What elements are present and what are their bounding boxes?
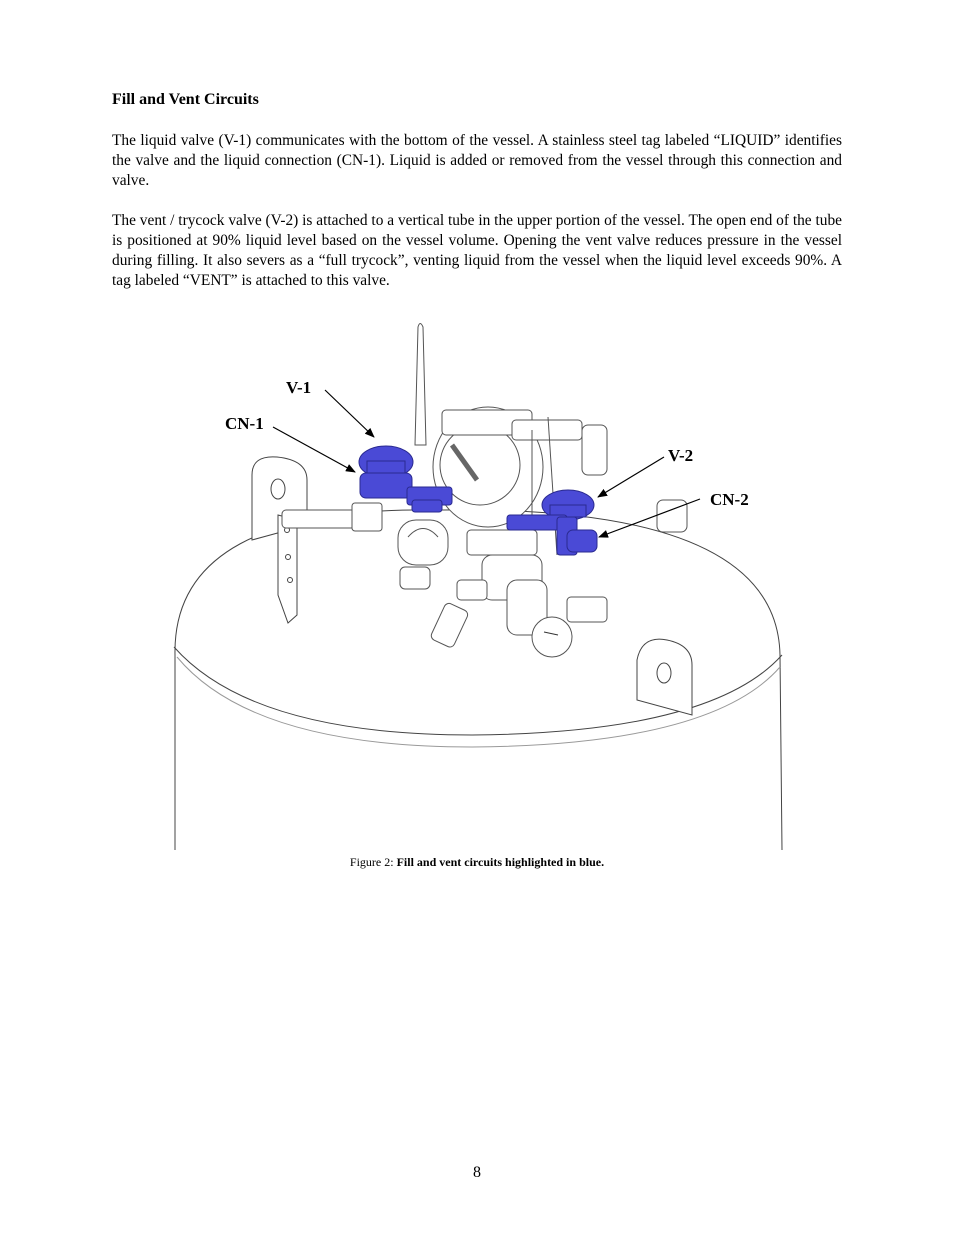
- section-heading: Fill and Vent Circuits: [112, 91, 259, 108]
- figure-caption: [0, 855, 954, 870]
- vessel-figure: [112, 305, 842, 855]
- caption-text: Fill and vent circuits highlighted in blue.: [396, 855, 605, 869]
- caption-prefix: Figure 2:: [349, 855, 397, 869]
- paragraph-vent-valve: The vent / trycock valve (V-2) is attached to a vertical tube in the upper portion of the vessel. The open end of the tube is positioned at 90% liquid level based on the vessel volume. Opening the vent valve reduces pressure in the vessel during filling. It also severs as a “full trycock”, venting liquid from the vessel when the liquid level exceeds 90%. A tag labeled “VENT” is attached to this valve.: [112, 212, 842, 289]
- callout-cn2: CN-2: [710, 490, 749, 509]
- callout-v1: V-1: [286, 378, 312, 397]
- vertical-tube: [415, 324, 426, 446]
- callout-v2: V-2: [668, 446, 694, 465]
- callout-cn1: CN-1: [225, 414, 264, 433]
- page-number: 8: [473, 1164, 481, 1181]
- paragraph-liquid-valve: The liquid valve (V-1) communicates with the bottom of the vessel. A stainless steel tag labeled “LIQUID” identifies the valve and the liquid connection (CN-1). Liquid is added or removed from the vessel through this connection and valve.: [112, 132, 842, 189]
